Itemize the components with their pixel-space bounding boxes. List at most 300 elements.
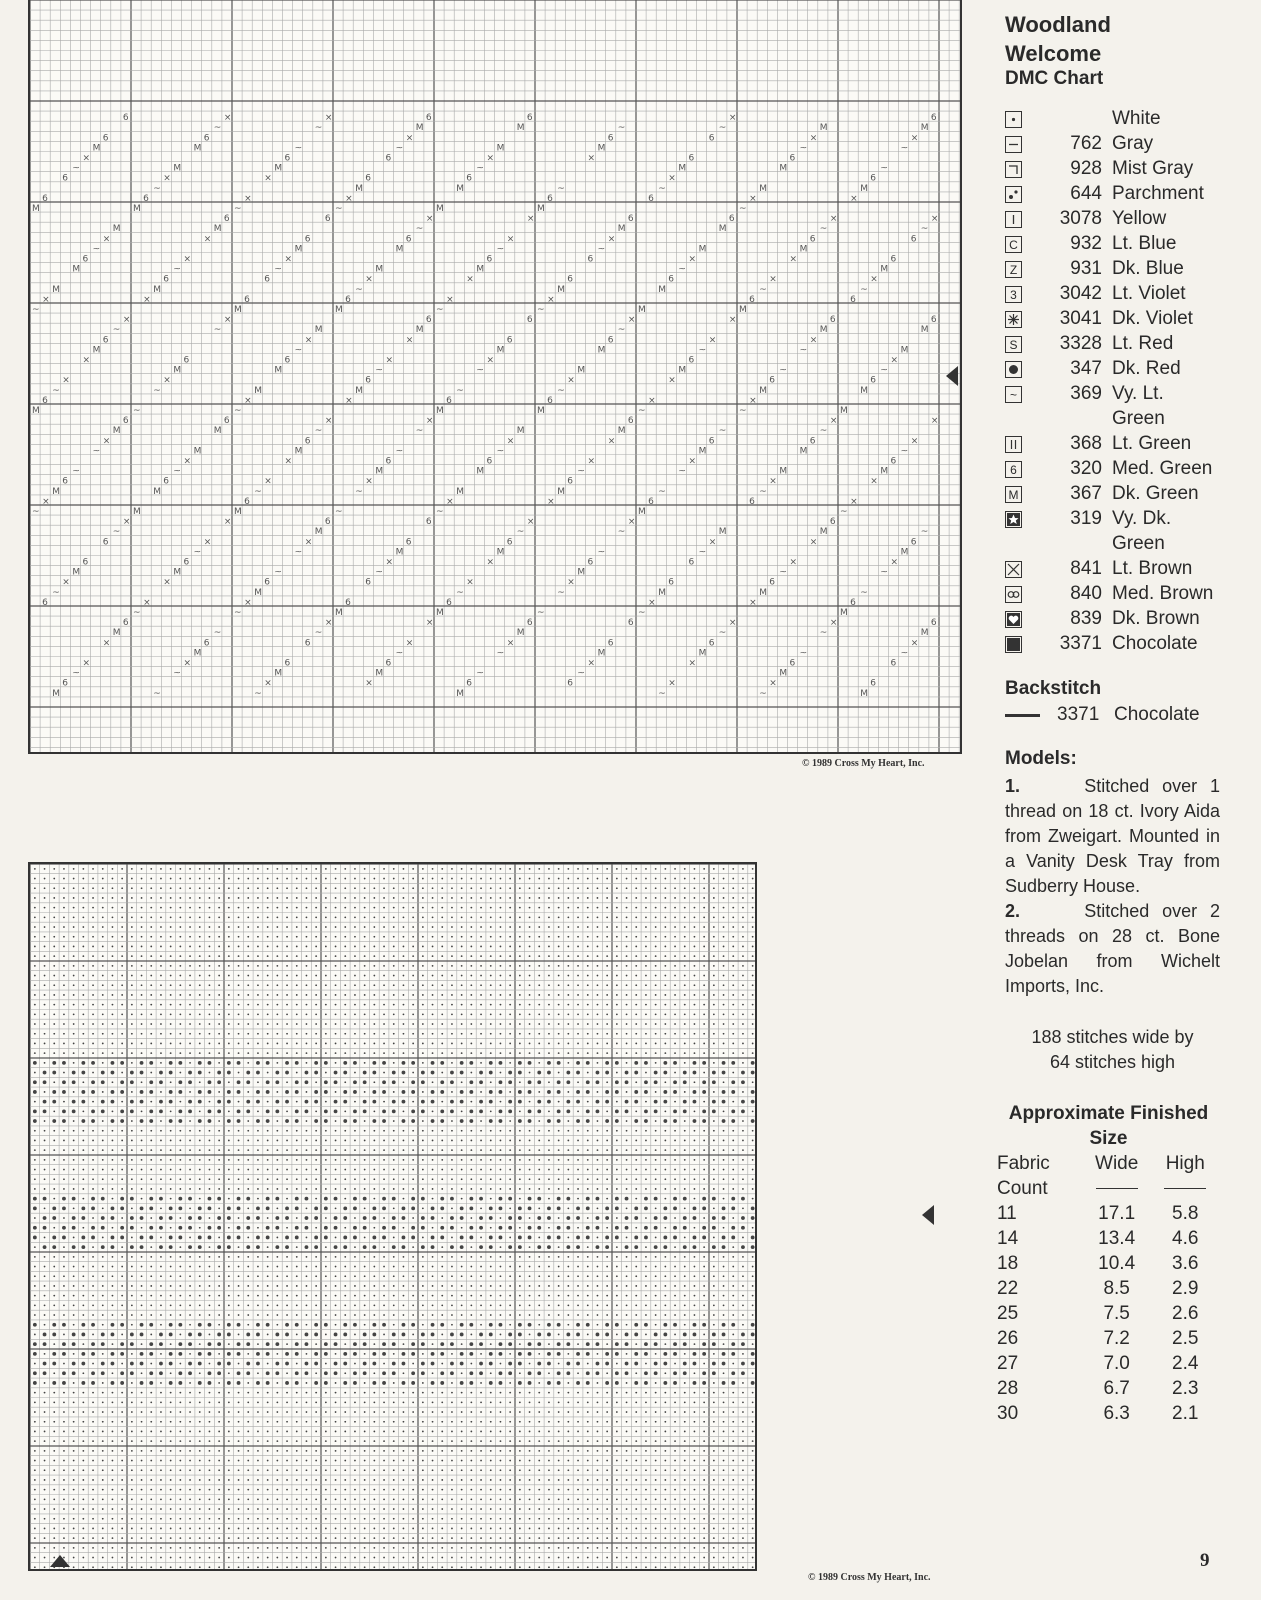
svg-text:~: ~ [92,446,101,457]
svg-text:M: M [193,143,202,154]
svg-text:M: M [698,648,707,659]
svg-text:6: 6 [183,557,190,568]
svg-text:6: 6 [163,476,170,487]
svg-text:~: ~ [355,284,363,295]
svg-text:~: ~ [900,446,909,457]
svg-text:6: 6 [62,476,69,487]
svg-text:M: M [638,507,646,517]
svg-text:6: 6 [850,597,856,608]
svg-text:×: × [62,375,70,386]
svg-text:×: × [223,113,232,124]
svg-text:M: M [355,183,363,194]
bottom-chart-grid [30,864,755,1569]
backstitch-number: 3371 [1057,704,1100,725]
svg-text:M: M [718,527,727,538]
digit-3-icon: 3 [1005,286,1022,303]
svg-text:M: M [476,264,485,275]
legend-row [1005,308,1220,333]
svg-text:~: ~ [234,204,242,214]
center-marker-bottom-icon [50,1555,70,1567]
svg-text:6: 6 [749,294,755,305]
svg-text:~: ~ [880,365,888,376]
svg-text:M: M [294,446,303,457]
svg-text:~: ~ [476,163,484,174]
svg-text:×: × [42,294,50,305]
legend-row [1005,433,1220,458]
svg-text:×: × [345,395,353,406]
svg-text:~: ~ [718,628,727,639]
svg-text:×: × [829,618,838,629]
svg-text:6: 6 [547,395,553,406]
svg-text:×: × [870,274,878,285]
svg-text:×: × [304,537,313,548]
svg-text:6: 6 [890,658,897,669]
svg-text:6: 6 [102,537,109,548]
svg-text:6: 6 [385,658,392,669]
svg-text:M: M [597,143,606,154]
svg-text:×: × [688,254,697,265]
svg-text:6: 6 [183,355,190,366]
svg-text:6: 6 [284,355,291,366]
top-chart-grid [30,0,960,752]
svg-text:6: 6 [829,315,836,326]
svg-text:×: × [708,335,717,346]
svg-text:M: M [294,244,303,255]
svg-text:6: 6 [446,395,452,406]
svg-text:×: × [749,597,757,608]
svg-text:×: × [102,638,111,649]
svg-text:~: ~ [173,466,181,477]
svg-text:~: ~ [274,264,282,275]
svg-text:6: 6 [749,496,755,507]
dash-icon [1005,136,1022,153]
legend-color-name: Lt. Blue [1112,233,1177,254]
svg-text:6: 6 [567,678,574,689]
legend-row [1005,633,1220,658]
svg-text:M: M [860,688,868,699]
svg-text:~: ~ [840,507,848,517]
svg-text:6: 6 [627,416,634,427]
svg-text:×: × [304,335,313,346]
svg-text:×: × [728,618,737,629]
svg-text:~: ~ [799,143,808,154]
svg-text:×: × [264,476,272,487]
svg-text:6: 6 [304,234,311,245]
bottom-cross-stitch-chart [28,862,757,1571]
legend-number: 367 [1070,483,1102,504]
legend-number: 3078 [1059,208,1102,229]
svg-text:M: M [314,325,323,336]
svg-text:M: M [355,385,363,396]
legend-color-name: Dk. Brown [1112,608,1200,629]
svg-text:~: ~ [436,305,444,315]
svg-text:~: ~ [779,567,787,578]
svg-text:×: × [102,436,111,447]
svg-text:M: M [92,143,101,154]
svg-text:M: M [213,426,222,437]
two-dots-icon [1005,186,1022,203]
svg-text:M: M [577,365,586,376]
svg-text:×: × [425,416,434,427]
svg-text:~: ~ [739,406,747,416]
svg-text:~: ~ [617,527,626,538]
legend-color-name: Gray [1112,133,1154,154]
svg-text:×: × [789,254,798,265]
svg-text:6: 6 [526,618,533,629]
svg-text:×: × [789,557,798,568]
backstitch-row [1005,704,1220,726]
svg-text:×: × [627,315,636,326]
svg-text:6: 6 [102,133,109,144]
svg-text:M: M [193,446,202,457]
svg-text:~: ~ [759,486,767,497]
legend-row [1005,258,1220,283]
svg-text:6: 6 [82,557,89,568]
svg-text:×: × [82,355,91,366]
svg-text:M: M [274,668,283,679]
svg-text:×: × [203,537,212,548]
svg-text:~: ~ [52,587,60,598]
svg-text:×: × [910,638,919,649]
svg-text:×: × [203,234,212,245]
svg-text:M: M [658,284,666,295]
svg-text:×: × [446,294,454,305]
svg-text:×: × [102,234,111,245]
svg-text:×: × [728,315,737,326]
svg-text:6: 6 [789,658,796,669]
svg-text:×: × [668,678,676,689]
svg-text:~: ~ [456,587,464,598]
svg-text:6: 6 [648,193,654,204]
backstitch-line-icon [1005,714,1040,717]
svg-text:M: M [516,628,525,639]
svg-text:×: × [526,517,535,528]
legend-number: 841 [1070,558,1102,579]
svg-text:6: 6 [688,355,695,366]
svg-text:~: ~ [294,143,303,154]
center-marker-icon [922,1205,934,1225]
size-row: 26 7.2 2.5 [997,1327,1199,1349]
svg-text:M: M [436,608,444,618]
svg-text:M: M [153,284,161,295]
svg-text:×: × [567,375,575,386]
svg-text:6: 6 [203,638,210,649]
svg-text:~: ~ [759,688,767,699]
svg-text:6: 6 [223,214,230,225]
svg-text:×: × [365,274,373,285]
svg-text:~: ~ [819,426,828,437]
bar-icon [1005,211,1022,228]
legend-color-name: Med. Brown [1112,583,1214,604]
svg-text:~: ~ [213,123,222,134]
legend-color-name: Lt. Red [1112,333,1174,354]
size-row: 22 8.5 2.9 [997,1277,1199,1299]
size-table: Fabric Wide High Count 11 17.1 5.8 14 13.4 4.6 18 10.4 3.6 22 8.5 2.9 25 7.5 2.6 26 7.2 2.5 27 7.0 2.4 28 6.7 2.3 30 6.3 2.1 [997,1151,1219,1426]
legend-number: 3328 [1059,333,1102,354]
svg-text:×: × [284,254,293,265]
svg-text:×: × [385,355,394,366]
svg-text:M: M [920,325,929,336]
svg-text:6: 6 [62,173,69,184]
svg-text:×: × [607,436,616,447]
backstitch-heading: Backstitch [1005,678,1102,699]
svg-text:6: 6 [324,517,331,528]
svg-text:~: ~ [597,244,606,255]
svg-text:~: ~ [133,406,141,416]
svg-text:M: M [436,406,444,416]
svg-text:×: × [506,638,515,649]
svg-text:6: 6 [405,537,412,548]
legend-number: 320 [1070,458,1102,479]
legend-number: 932 [1070,233,1102,254]
svg-text:×: × [143,294,151,305]
svg-text:~: ~ [638,406,646,416]
svg-text:×: × [688,456,697,467]
svg-text:~: ~ [72,466,80,477]
svg-text:6: 6 [446,597,452,608]
size-row: 30 6.3 2.1 [997,1402,1199,1424]
double-bar-icon [1005,436,1022,453]
svg-text:~: ~ [395,648,404,659]
svg-text:6: 6 [688,557,695,568]
svg-text:6: 6 [769,375,776,386]
legend-row [1005,183,1220,208]
svg-text:×: × [223,517,232,528]
legend-row [1005,608,1220,633]
svg-text:~: ~ [153,688,161,699]
svg-text:M: M [496,345,505,356]
svg-text:~: ~ [314,123,323,134]
svg-text:6: 6 [870,678,877,689]
svg-text:×: × [183,456,192,467]
svg-text:×: × [850,193,858,204]
svg-text:~: ~ [577,466,585,477]
svg-text:×: × [244,395,252,406]
svg-text:M: M [678,163,687,174]
svg-text:×: × [567,577,575,588]
svg-text:M: M [234,507,242,517]
svg-text:~: ~ [254,486,262,497]
svg-text:×: × [244,597,252,608]
corner-icon [1005,161,1022,178]
chart-label: DMC Chart [1005,68,1104,89]
star-icon [1005,511,1022,528]
svg-text:~: ~ [537,608,545,618]
letter-c-icon: C [1005,236,1022,253]
legend-number: 3371 [1059,633,1102,654]
svg-text:M: M [52,284,60,295]
filled-circle-icon [1005,361,1022,378]
svg-text:~: ~ [254,688,262,699]
svg-text:M: M [698,446,707,457]
svg-text:6: 6 [264,274,271,285]
title-line-1: Woodland [1005,12,1111,37]
svg-text:~: ~ [718,426,727,437]
svg-text:M: M [860,183,868,194]
svg-text:~: ~ [739,204,747,214]
legend-number: 840 [1070,583,1102,604]
svg-text:M: M [537,406,545,416]
svg-text:×: × [466,577,474,588]
size-row: 28 6.7 2.3 [997,1377,1199,1399]
svg-text:M: M [32,204,40,214]
svg-text:~: ~ [72,668,80,679]
svg-text:M: M [597,648,606,659]
svg-text:6: 6 [688,153,695,164]
svg-text:×: × [122,315,131,326]
legend-row [1005,458,1220,483]
color-legend [1005,108,1220,658]
svg-text:6: 6 [809,234,816,245]
legend-row [1005,208,1220,233]
center-marker-icon [946,366,958,386]
legend-row [1005,158,1220,183]
svg-text:M: M [900,345,909,356]
models-heading: Models: [1005,748,1077,769]
svg-text:~: ~ [920,527,929,538]
svg-text:~: ~ [516,527,525,538]
letter-m-icon: M [1005,486,1022,503]
svg-text:×: × [62,577,70,588]
cross-icon [1005,561,1022,578]
svg-text:×: × [122,517,131,528]
svg-text:~: ~ [799,345,808,356]
svg-text:M: M [819,527,828,538]
svg-text:M: M [658,587,666,598]
svg-text:~: ~ [638,608,646,618]
svg-text:6: 6 [304,436,311,447]
svg-text:~: ~ [153,183,161,194]
svg-text:M: M [920,123,929,134]
svg-text:×: × [425,214,434,225]
legend-number: 928 [1070,158,1102,179]
svg-text:~: ~ [476,668,484,679]
legend-color-name: Vy. Dk. Green [1112,508,1172,554]
svg-text:~: ~ [557,385,565,396]
svg-text:6: 6 [345,597,351,608]
svg-text:~: ~ [456,385,464,396]
svg-text:~: ~ [213,628,222,639]
svg-text:M: M [173,365,182,376]
svg-text:~: ~ [92,244,101,255]
svg-text:6: 6 [425,517,432,528]
svg-text:~: ~ [395,143,404,154]
models-text [1005,774,1220,999]
svg-text:6: 6 [708,436,715,447]
svg-text:×: × [425,618,434,629]
svg-text:6: 6 [910,537,917,548]
svg-text:×: × [769,678,777,689]
svg-text:~: ~ [920,224,929,235]
svg-text:M: M [234,305,242,315]
svg-text:×: × [163,173,171,184]
svg-text:~: ~ [32,305,40,315]
svg-text:×: × [688,658,697,669]
svg-text:~: ~ [658,688,666,699]
svg-text:M: M [72,567,81,578]
svg-text:6: 6 [930,113,937,124]
svg-text:~: ~ [819,628,828,639]
svg-text:6: 6 [385,153,392,164]
svg-text:×: × [587,658,596,669]
legend-number: 644 [1070,183,1102,204]
svg-text:×: × [890,355,899,366]
svg-text:6: 6 [627,214,634,225]
svg-text:×: × [547,496,555,507]
svg-text:M: M [72,264,81,275]
svg-text:×: × [506,234,515,245]
svg-text:×: × [264,678,272,689]
svg-text:×: × [82,153,91,164]
svg-text:×: × [627,517,636,528]
svg-text:×: × [930,214,939,225]
svg-text:×: × [385,557,394,568]
svg-text:M: M [415,325,424,336]
svg-text:×: × [749,395,757,406]
svg-text:×: × [486,153,495,164]
legend-color-name: Lt. Violet [1112,283,1186,304]
svg-text:6: 6 [345,294,351,305]
svg-text:M: M [456,183,464,194]
svg-text:6: 6 [668,274,675,285]
svg-text:6: 6 [567,274,574,285]
svg-text:6: 6 [890,254,897,265]
svg-text:×: × [809,537,818,548]
svg-text:~: ~ [698,547,707,558]
svg-text:~: ~ [537,305,545,315]
page-number: 9 [1200,1550,1210,1571]
svg-text:6: 6 [708,133,715,144]
legend-number: 3041 [1059,308,1102,329]
svg-text:M: M [638,305,646,315]
svg-text:6: 6 [284,658,291,669]
model-item-1: 1. Stitched over 1 thread on 18 ct. Ivory Aida from Zweigart. Mounted in a Vanity Desk Tray from Sudberry House. [1005,776,1220,896]
svg-text:M: M [900,547,909,558]
model-item-2: 2. Stitched over 2 threads on 28 ct. Bone Jobelan from Wichelt Imports, Inc. [1005,901,1220,996]
svg-text:×: × [547,294,555,305]
size-row: 25 7.5 2.6 [997,1302,1199,1324]
svg-text:~: ~ [476,365,484,376]
svg-text:×: × [930,416,939,427]
svg-text:6: 6 [890,456,897,467]
svg-text:M: M [476,466,485,477]
svg-text:~: ~ [375,567,383,578]
svg-text:×: × [324,416,333,427]
svg-text:×: × [365,678,373,689]
svg-text:~: ~ [496,446,505,457]
svg-text:~: ~ [799,648,808,659]
svg-text:M: M [880,466,889,477]
svg-text:~: ~ [759,284,767,295]
svg-text:6: 6 [506,335,513,346]
infinity-icon [1005,586,1022,603]
svg-text:~: ~ [496,648,505,659]
svg-text:×: × [587,153,596,164]
svg-text:M: M [112,224,121,235]
svg-text:6: 6 [930,315,937,326]
svg-text:~: ~ [658,183,666,194]
svg-text:M: M [254,587,262,598]
svg-text:~: ~ [617,325,626,336]
svg-text:6: 6 [244,294,250,305]
svg-text:6: 6 [648,496,654,507]
svg-text:M: M [759,385,767,396]
legend-number: 931 [1070,258,1102,279]
svg-text:6: 6 [425,315,432,326]
legend-color-name: Vy. Lt. Green [1112,383,1165,429]
svg-text:6: 6 [365,577,372,588]
legend-color-name: White [1112,108,1161,129]
